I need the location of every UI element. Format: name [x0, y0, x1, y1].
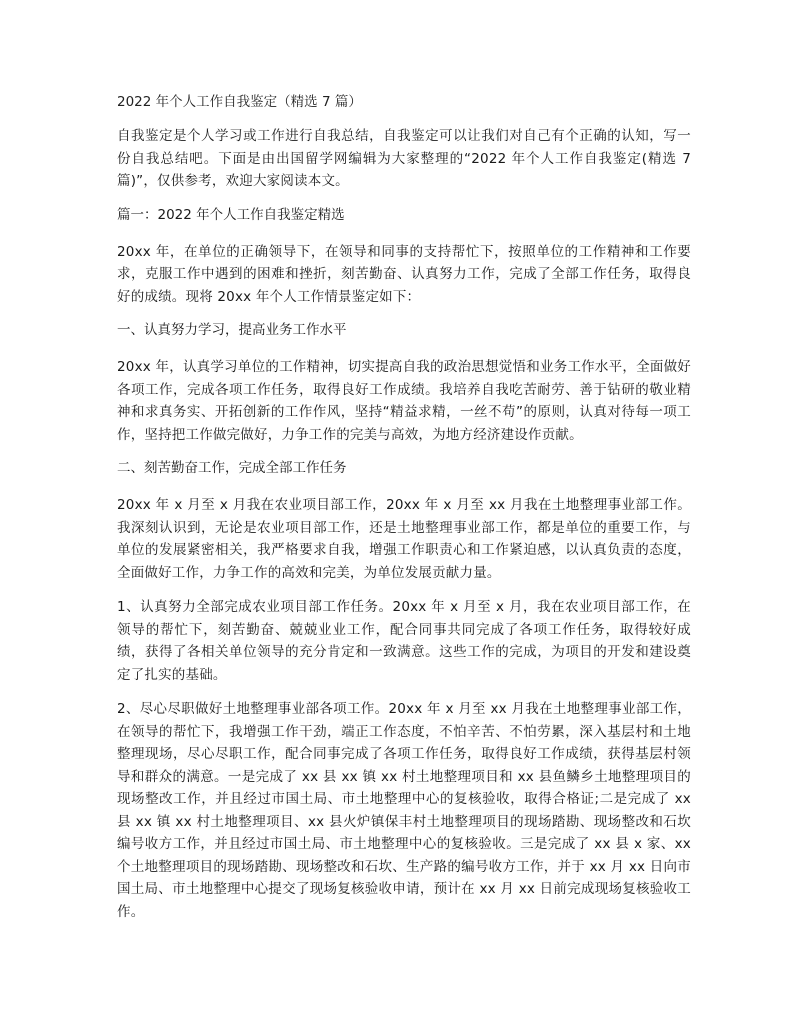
subsection-heading-2: 二、刻苦勤奋工作，完成全部工作任务 — [117, 460, 347, 476]
subsection-2-paragraph-3: 2、尽心尽职做好土地整理事业部各项工作。20xx 年 x 月至 xx 月我在土地整理事业部工作，在领导的帮忙下，我增强工作干劲，端正工作态度，不怕辛苦、不怕劳累，深入基层村和土地整理现场，尽心尽职工作，配合同事完成了各项工作任务，取得良好工作成绩，获得基层村领导和群众的满意。一是完成了 xx 县 xx 镇 xx 村土地整理项目和 xx 县鱼鳞乡土地整理项目的现场整改工作，并且经过市国土局、市土地整理中心的复核验收，取得合格证;二是完成了 xx 县 xx 镇 xx 村土地整理项目、xx 县火炉镇保丰村土地整理项目的现场踏勘、现场整改和石坎编号收方工作，并且经过市国土局、市土地整理中心的复核验收。三是完成了 xx 县 x 家、xx 个土地整理项目的现场踏勘、现场整改和石坎、生产路的编号收方工作，并于 xx 月 xx 日向市国土局、市土地整理中心提交了现场复核验收申请，预计在 xx 月 xx 日前完成现场复核验收工作。 — [117, 701, 691, 920]
intro-paragraph: 自我鉴定是个人学习或工作进行自我总结，自我鉴定可以让我们对自己有个正确的认知，写一份自我总结吧。下面是由出国留学网编辑为大家整理的“2022 年个人工作自我鉴定(精选 7 篇)”，仅供参考，欢迎大家阅读本文。 — [117, 128, 691, 189]
subsection-1-paragraph: 20xx 年，认真学习单位的工作精神，切实提高自我的政治思想觉悟和业务工作水平，全面做好各项工作，完成各项工作任务，取得良好工作成绩。我培养自我吃苦耐劳、善于钻研的敬业精神和求真务实、开拓创新的工作作风，坚持“精益求精，一丝不苟”的原则，认真对待每一项工作，坚持把工作做完做好，力争工作的完美与高效，为地方经济建设作贡献。 — [117, 359, 691, 443]
document-body — [117, 92, 691, 935]
subsection-2-paragraph-2: 1、认真努力全部完成农业项目部工作任务。20xx 年 x 月至 x 月，我在农业项目部工作，在领导的帮忙下，刻苦勤奋、兢兢业业工作，配合同事共同完成了各项工作任务，取得较好成绩，获得了各相关单位领导的充分肯定和一致满意。这些工作的完成，为项目的开发和建设奠定了扎实的基础。 — [117, 599, 691, 683]
section-title: 篇一：2022 年个人工作自我鉴定精选 — [117, 206, 345, 223]
section-paragraph: 20xx 年，在单位的正确领导下，在领导和同事的支持帮忙下，按照单位的工作精神和工作要求，克服工作中遇到的困难和挫折，刻苦勤奋、认真努力工作，完成了全部工作任务，取得良好的成绩。现将 20xx 年个人工作情景鉴定如下： — [117, 243, 691, 305]
subsection-heading-1: 一、认真努力学习，提高业务工作水平 — [117, 322, 347, 338]
subsection-2-paragraph-1: 20xx 年 x 月至 x 月我在农业项目部工作，20xx 年 x 月至 xx 月我在土地整理事业部工作。我深刻认识到，无论是农业项目部工作，还是土地整理事业部工作，都是单位的重要工作，与单位的发展紧密相关，我严格要求自我，增强工作职责心和工作紧迫感，以认真负责的态度，全面做好工作，力争工作的高效和完美，为单位发展贡献力量。 — [117, 497, 691, 581]
document-title: 2022 年个人工作自我鉴定（精选 7 篇） — [117, 94, 362, 110]
